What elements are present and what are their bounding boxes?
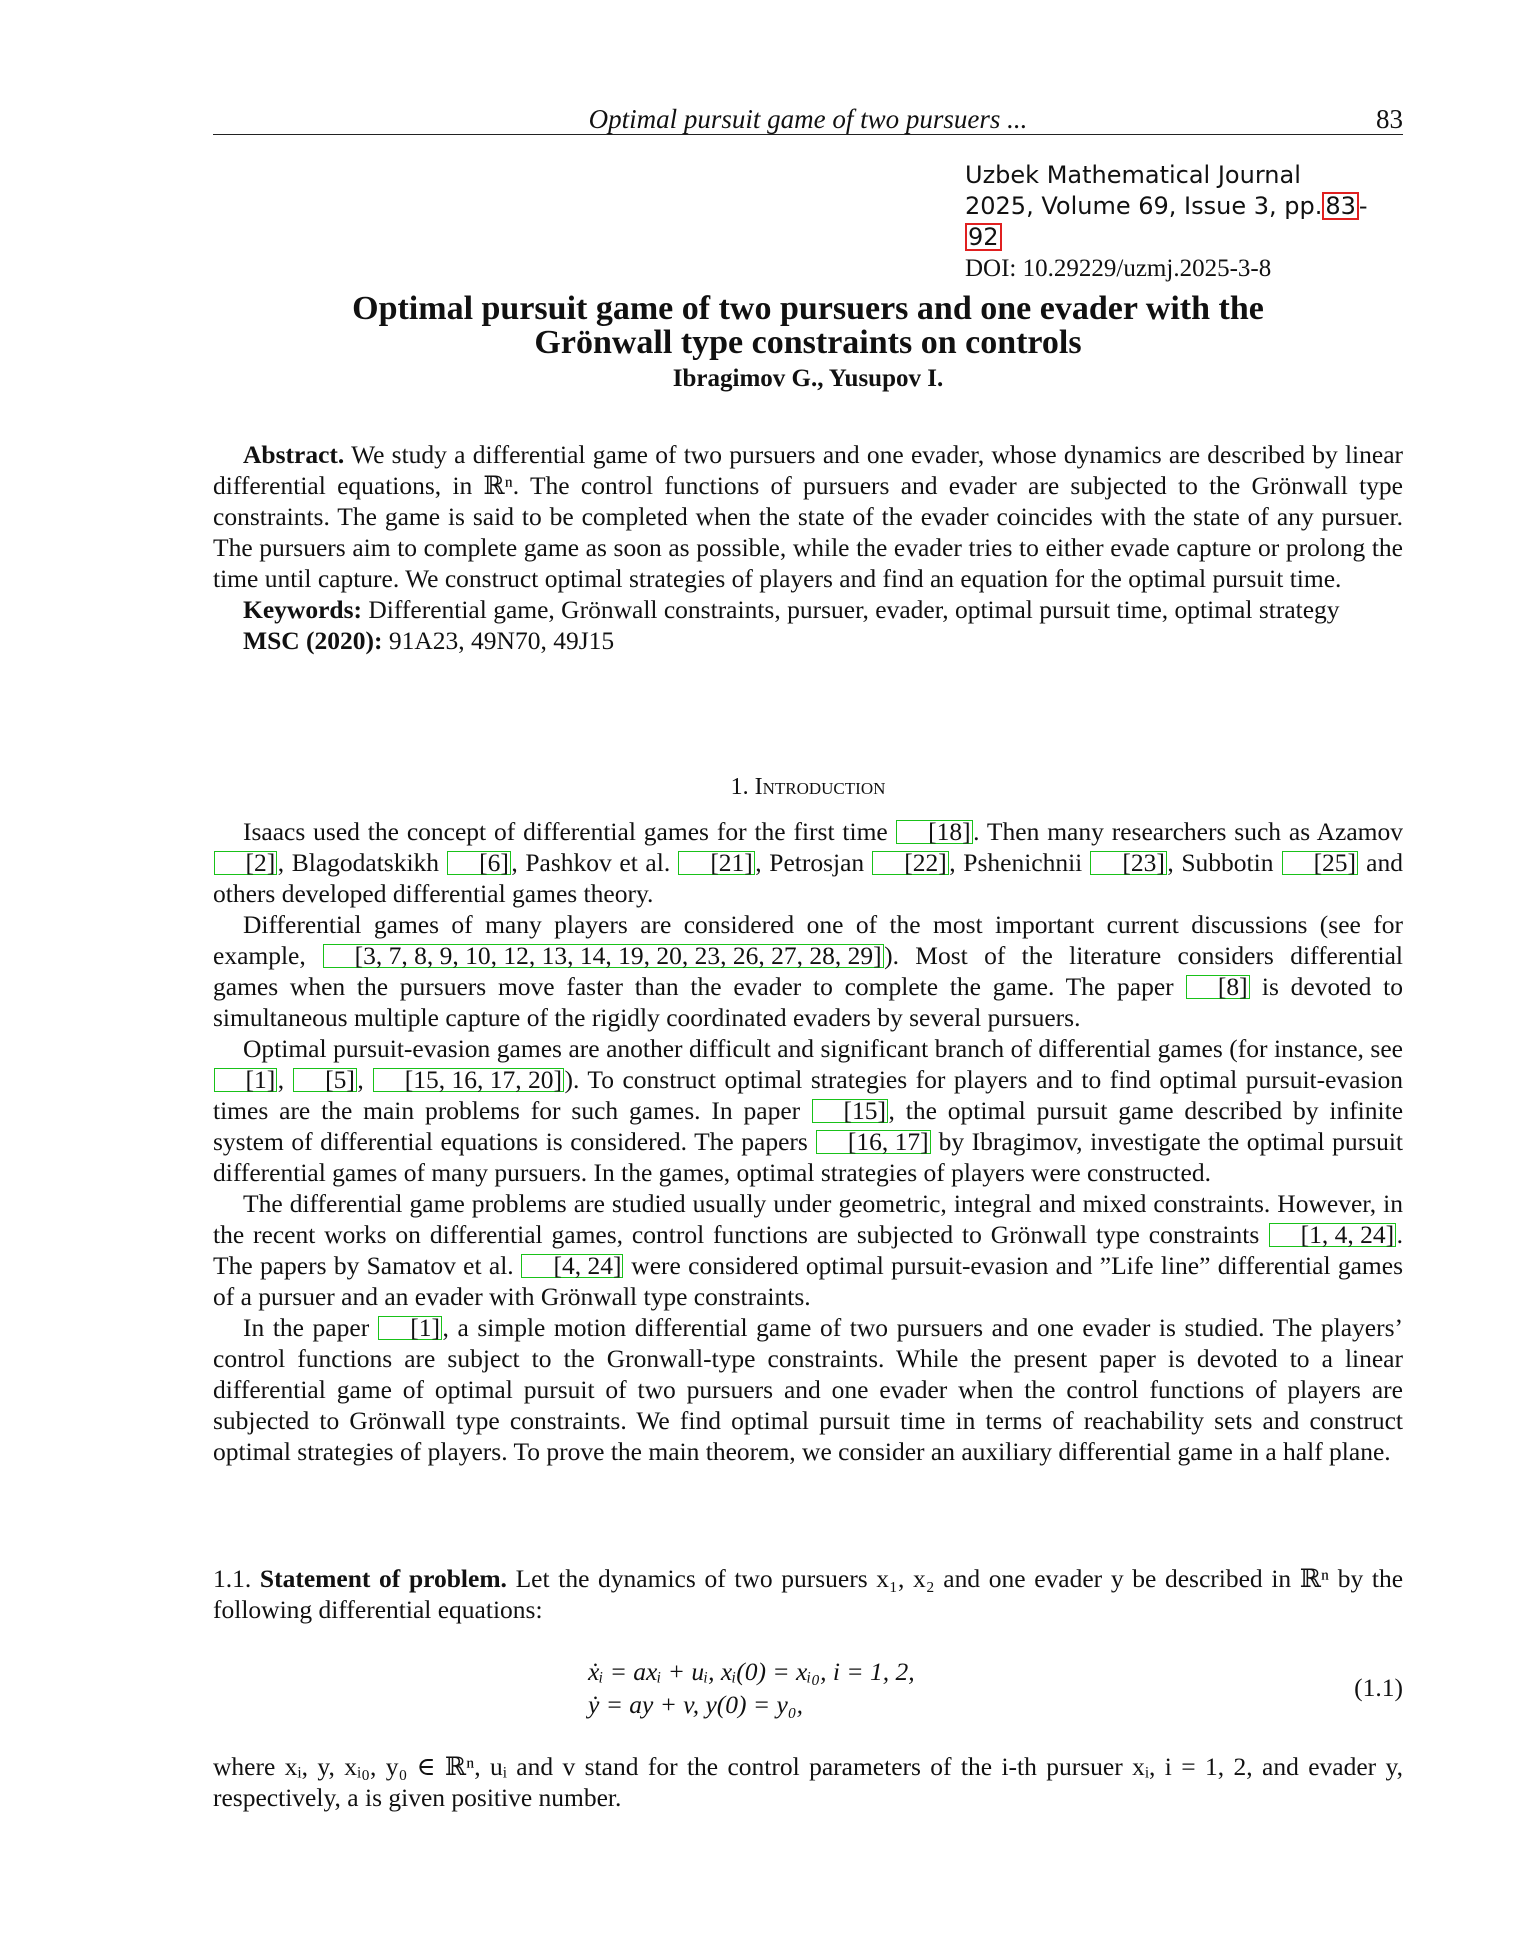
paragraph (213, 1033, 1403, 1188)
section-heading (213, 772, 1403, 802)
doi: DOI: 10.29229/uzmj.2025-3-8 (965, 255, 1272, 282)
citation-link[interactable]: [15, 16, 17, 20] (373, 1068, 564, 1092)
msc-label: MSC (2020): (243, 626, 383, 655)
subsection-title: Statement of problem. (259, 1564, 507, 1593)
text-run: ). To construct optimal strategies for players and to find optimal pursuit-evasion times are the main problems for such games. In paper (213, 1065, 1403, 1125)
text-run: Optimal pursuit-evasion games are another difficult and significant branch of differential games (for instance, see (243, 1034, 1403, 1063)
text-run: , a simple motion differential game of two pursuers and one evader is studied. The players’ control functions are subject to the Gronwall-type constraints. While the present paper is devoted to a linear differential game of optimal pursuit of two pursuers and one evader when the control functions of players are subjected to Grönwall type constraints. We find optimal pursuit time in terms of reachability sets and construct optimal strategies of players. To prove the main theorem, we consider an auxiliary differential game in a half plane. (213, 1313, 1403, 1466)
citation-link[interactable]: [2] (214, 851, 278, 875)
post-equation-text (213, 1751, 1403, 1813)
citation-link[interactable]: [25] (1282, 851, 1358, 875)
equation-line-1: ẋᵢ = axᵢ + uᵢ, xᵢ(0) = xᵢ₀, i = 1, 2, (588, 1657, 915, 1686)
msc-text: 91A23, 49N70, 49J15 (388, 626, 615, 655)
text-run: The differential game problems are studied usually under geometric, integral and mixed constraints. However, in the recent works on differential games, control functions are subjected to Grönwall type constraints (213, 1189, 1403, 1249)
paragraph (213, 1312, 1403, 1467)
text-run: , Pashkov et al. (511, 848, 678, 877)
citation-link[interactable]: [15] (812, 1099, 888, 1123)
citation-link[interactable]: [23] (1090, 851, 1166, 875)
text-run: , Pshenichnii (949, 848, 1090, 877)
paragraph (213, 1188, 1403, 1312)
page-range-separator: - (1358, 192, 1368, 220)
authors: Ibragimov G., Yusupov I. (672, 365, 944, 392)
citation-link[interactable]: [1] (378, 1316, 442, 1340)
title-line-1: Optimal pursuit game of two pursuers and one evader with the (352, 290, 1264, 327)
page-end-link[interactable]: 92 (965, 223, 1002, 251)
section-title: Introduction (754, 774, 886, 800)
text-run: Isaacs used the concept of differential games for the first time (243, 817, 896, 846)
introduction (213, 816, 1403, 1467)
keywords-label: Keywords: (243, 595, 362, 624)
paragraph (213, 816, 1403, 909)
msc (213, 625, 1403, 656)
abstract-text: We study a differential game of two pursuers and one evader, whose dynamics are described by linear differential equations, in ℝⁿ. The control functions of pursuers and evader are subjected to the Grönwall type constraints. The game is said to be completed when the state of the evader coincides with the state of any pursuer. The pursuers aim to complete game as soon as possible, while the evader tries to either evade capture or prolong the time until capture. We construct optimal strategies of players and find an equation for the optimal pursuit time. (213, 440, 1404, 593)
text-run: . Then many researchers such as Azamov (973, 817, 1403, 846)
text-run: by Ibragimov, investigate the optimal pursuit differential games of many pursuers. In the games, optimal strategies of players were constructed. (213, 1127, 1403, 1187)
abstract-label: Abstract. (243, 440, 345, 469)
text-run: , the optimal pursuit game described by infinite system of differential equations is considered. The papers (213, 1096, 1404, 1156)
title-line-2: Grönwall type constraints on controls (534, 324, 1082, 361)
keywords-text: Differential game, Grönwall constraints, pursuer, evader, optimal pursuit time, optimal strategy (368, 595, 1340, 624)
citation-link[interactable]: [16, 17] (816, 1130, 931, 1154)
text-run: In the paper (243, 1313, 378, 1342)
text-run: , (277, 1065, 293, 1094)
citation-link[interactable]: [1] (214, 1068, 278, 1092)
citation-link[interactable]: [6] (447, 851, 511, 875)
keywords (213, 594, 1403, 625)
text-run: , Blagodatskikh (277, 848, 447, 877)
citation-link[interactable]: [8] (1186, 975, 1250, 999)
citation-link[interactable]: [3, 7, 8, 9, 10, 12, 13, 14, 19, 20, 23, 26, 27, 28, 29] (323, 944, 884, 968)
journal-volume (965, 191, 1403, 253)
citation-link[interactable]: [5] (293, 1068, 357, 1092)
text-run: and others developed differential games theory. (213, 848, 1403, 908)
paper-title (213, 292, 1403, 360)
citation-link[interactable]: [22] (872, 851, 948, 875)
citation-link[interactable]: [18] (896, 820, 972, 844)
citation-link[interactable]: [21] (678, 851, 754, 875)
page-number: 83 (1376, 104, 1403, 134)
running-title: Optimal pursuit game of two pursuers ... (588, 104, 1028, 134)
text-run: were considered optimal pursuit-evasion and ”Life line” differential games of a pursuer and an evader with Grönwall type constraints. (213, 1251, 1403, 1311)
running-header (213, 104, 1403, 135)
equation-block (213, 1655, 1403, 1721)
paragraph: where xᵢ, y, xᵢ₀, y₀ ∈ ℝⁿ, uᵢ and v stand for the control parameters of the i-th pursuer xᵢ, i = 1, 2, and evader y, respectively, a is given positive number. (213, 1752, 1403, 1812)
abstract-block (213, 439, 1403, 656)
text-run: Differential games of many players are considered one of the most important current discussions (see for example, (213, 910, 1403, 970)
citation-link[interactable]: [4, 24] (521, 1254, 623, 1278)
subsection-text: Let the dynamics of two pursuers x₁, x₂ and one evader y be described in ℝⁿ by the following differential equations: (213, 1564, 1404, 1624)
text-run: , Petrosjan (755, 848, 872, 877)
journal-info (965, 160, 1403, 284)
paragraph (213, 1563, 1403, 1625)
text-run: , (357, 1065, 373, 1094)
text-run: is devoted to simultaneous multiple capture of the rigidly coordinated evaders by several pursuers. (213, 972, 1403, 1032)
volume-text: 2025, Volume 69, Issue 3, pp. (965, 192, 1323, 220)
text-run: . The papers by Samatov et al. (213, 1220, 1403, 1280)
paragraph (213, 909, 1403, 1033)
equation-number: (1.1) (1354, 1673, 1403, 1702)
section-number: 1. (730, 774, 749, 800)
text-run: , Subbotin (1167, 848, 1282, 877)
citation-link[interactable]: [1, 4, 24] (1269, 1223, 1396, 1247)
page-start-link[interactable]: 83 (1322, 192, 1359, 220)
equation-line-2: ẏ = ay + v, y(0) = y₀, (588, 1690, 804, 1719)
abstract (213, 439, 1403, 594)
journal-name: Uzbek Mathematical Journal (965, 161, 1301, 189)
text-run: ). Most of the literature considers differential games when the pursuers move faster than the evader to complete the game. The paper (213, 941, 1404, 1001)
subsection-number: 1.1. (213, 1564, 252, 1593)
subsection-statement (213, 1563, 1403, 1625)
